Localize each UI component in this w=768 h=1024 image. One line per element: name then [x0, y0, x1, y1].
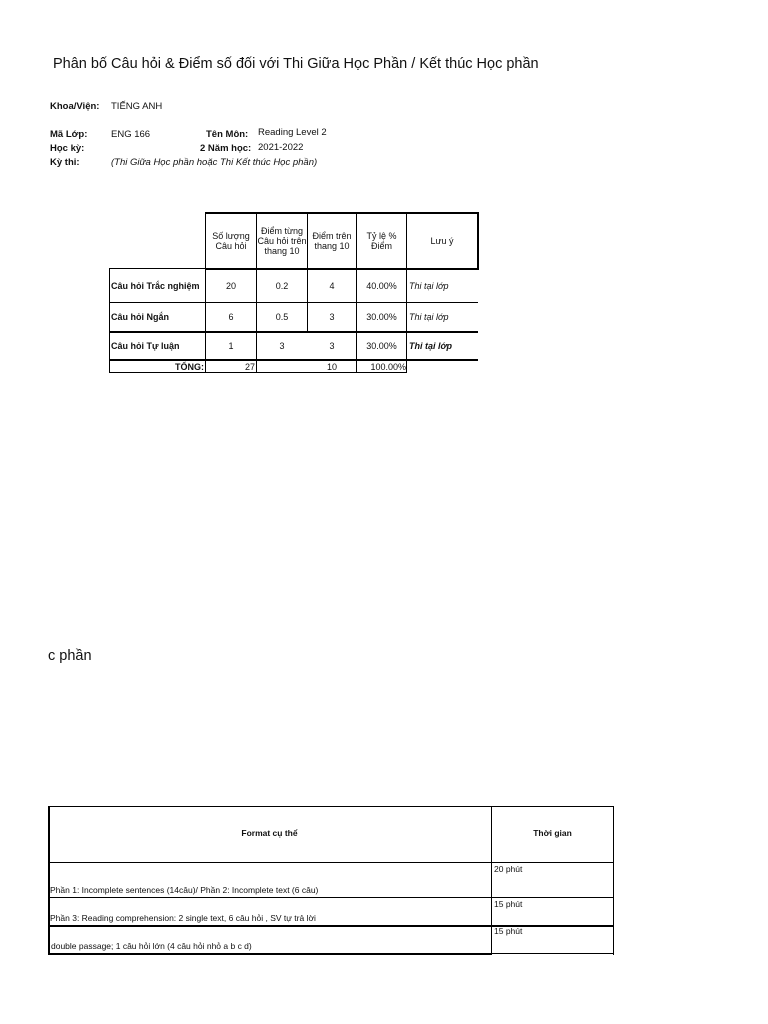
row-count: 20: [225, 280, 236, 291]
header-count: Số lượng Câu hỏi: [212, 231, 250, 251]
faculty-label: Khoa/Viện:: [50, 101, 100, 112]
row-percent: 40.00%: [366, 280, 397, 291]
year-value: 2021-2022: [258, 142, 304, 153]
row-points: 4: [329, 280, 335, 291]
time-cell: 20 phút: [494, 864, 523, 874]
year-label: 2 Năm học:: [200, 143, 252, 154]
exam-value: (Thi Giữa Học phần hoặc Thi Kết thúc Học phần): [111, 157, 318, 168]
row-per-question: 3: [279, 341, 285, 351]
total-label: TỔNG:: [175, 361, 204, 372]
exam-label: Kỳ thi:: [50, 157, 80, 168]
row-points: 3: [329, 341, 335, 351]
page-title: Phân bố Câu hỏi & Điểm số đối với Thi Giữa Học Phần / Kết thúc Học phần: [53, 56, 539, 72]
total-count: 27: [244, 361, 255, 372]
subject-value: Reading Level 2: [258, 127, 327, 138]
format-cell: Phần 1: Incomplete sentences (14câu)/ Phần 2: Incomplete text (6 câu): [50, 885, 319, 895]
row-percent: 30.00%: [366, 341, 397, 351]
row-name: Câu hỏi Ngắn: [111, 312, 169, 322]
row-points: 3: [329, 312, 335, 322]
faculty-value: TIẾNG ANH: [111, 101, 163, 112]
header-note: Lưu ý: [430, 236, 454, 246]
header-per-question: Điểm từng Câu hỏi trên thang 10: [257, 226, 307, 256]
format-header: Format cụ thể: [241, 828, 298, 838]
title-continuation: c phần: [48, 648, 92, 664]
row-name: Câu hỏi Trắc nghiệm: [111, 280, 200, 291]
row-per-question: 0.5: [275, 312, 289, 322]
time-cell: 15 phút: [494, 899, 523, 909]
header-percent: Tỷ lệ % Điểm: [366, 231, 397, 251]
row-percent: 30.00%: [366, 312, 397, 322]
time-cell: 15 phút: [494, 926, 523, 936]
format-table: [48, 806, 614, 955]
row-note: Thi tại lớp: [409, 341, 453, 351]
format-cell: double passage; 1 câu hỏi lớn (4 câu hỏi nhỏ a b c d): [51, 941, 252, 951]
total-points: 10: [326, 361, 337, 372]
row-count: 6: [228, 312, 234, 322]
time-header: Thời gian: [533, 828, 572, 838]
semester-label: Học kỳ:: [50, 143, 85, 154]
header-points: Điểm trên thang 10: [312, 231, 352, 251]
subject-label: Tên Môn:: [206, 129, 249, 140]
row-name: Câu hỏi Tự luận: [111, 341, 180, 351]
row-per-question: 0.2: [275, 280, 289, 291]
total-percent: 100.00%: [370, 361, 406, 372]
row-count: 1: [228, 341, 234, 351]
format-cell: Phần 3: Reading comprehension: 2 single text, 6 câu hỏi , SV tự trả lời: [50, 913, 316, 923]
row-note: Thi tại lớp: [409, 312, 449, 322]
class-label: Mã Lớp:: [50, 129, 88, 140]
class-value: ENG 166: [111, 129, 151, 140]
row-note: Thi tại lớp: [409, 280, 449, 291]
